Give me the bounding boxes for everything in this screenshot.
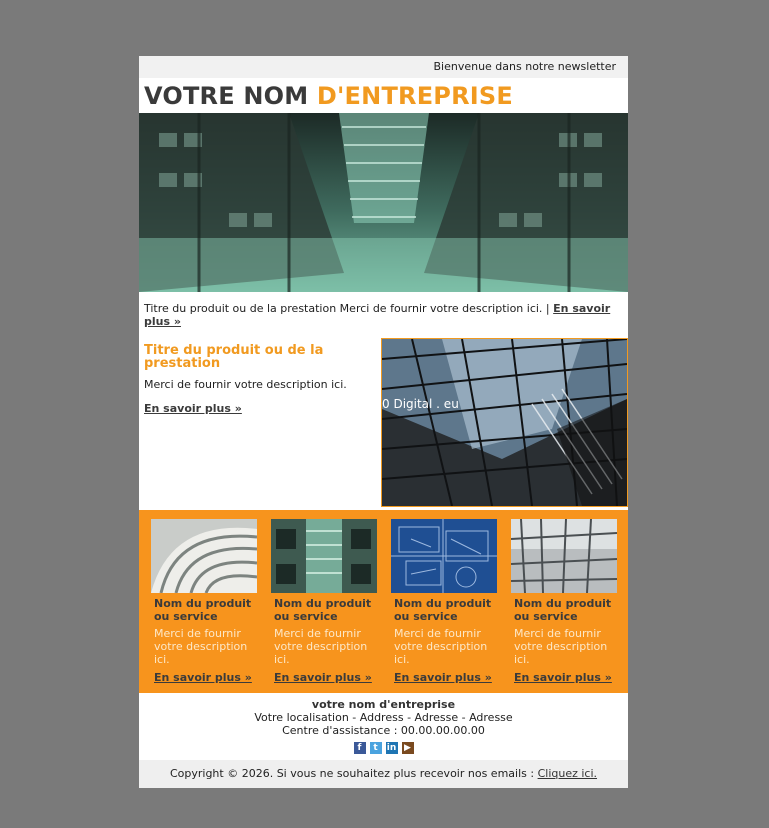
product-title-1: Nom du produit ou service [154, 597, 252, 623]
facebook-icon[interactable]: f [354, 742, 366, 754]
product-more-link-4[interactable]: En savoir plus » [514, 671, 612, 684]
product-image-1 [151, 519, 257, 593]
product-description-2: Merci de fournir votre description ici. [274, 627, 368, 666]
footer-company-name: votre nom d'entreprise [311, 698, 456, 711]
twitter-icon[interactable]: t [370, 742, 382, 754]
product-more-link-3[interactable]: En savoir plus » [394, 671, 492, 684]
welcome-bar [139, 56, 628, 78]
copyright-bar [139, 760, 628, 788]
company-logo-text [139, 78, 628, 113]
copyright-text: Copyright © 2026. Si vous ne souhaitez plus recevoir nos emails : [169, 767, 538, 780]
brand-name-part1: VOTRE NOM [144, 82, 317, 110]
product-description-3: Merci de fournir votre description ici. [394, 627, 488, 666]
footer-location: Votre localisation - Address - Adresse - Adresse [254, 711, 513, 724]
product-card-2 [271, 519, 377, 684]
youtube-icon[interactable]: ▶ [402, 742, 414, 754]
product-image-4 [511, 519, 617, 593]
unsubscribe-link[interactable]: Cliquez ici. [537, 767, 598, 780]
footer-support: Centre d'assistance : 00.00.00.00.00 [282, 724, 485, 737]
product-more-link-2[interactable]: En savoir plus » [274, 671, 372, 684]
product-image-3 [391, 519, 497, 593]
product-description-4: Merci de fournir votre description ici. [514, 627, 608, 666]
feature-more-link[interactable]: En savoir plus » [144, 402, 242, 415]
intro-paragraph [139, 292, 628, 338]
social-icons [139, 742, 628, 756]
feature-image [381, 338, 628, 507]
product-title-3: Nom du produit ou service [394, 597, 492, 623]
product-description-1: Merci de fournir votre description ici. [154, 627, 248, 666]
intro-text: Titre du produit ou de la prestation Merci de fournir votre description ici. | [144, 302, 554, 315]
feature-description: Merci de fournir votre description ici. [144, 378, 347, 391]
product-more-link-1[interactable]: En savoir plus » [154, 671, 252, 684]
feature-section [139, 338, 628, 510]
intro-more-link[interactable]: En savoir plus » [144, 302, 611, 328]
products-band [139, 510, 628, 693]
brand-name-part2: D'ENTREPRISE [316, 82, 513, 110]
linkedin-icon[interactable]: in [386, 743, 397, 753]
footer-info [139, 693, 628, 760]
product-card-4 [511, 519, 617, 684]
product-card-1 [151, 519, 257, 684]
hero-banner-image [139, 113, 628, 292]
product-title-2: Nom du produit ou service [274, 597, 372, 623]
newsletter-container [139, 56, 628, 788]
product-card-3 [391, 519, 497, 684]
welcome-text: Bienvenue dans notre newsletter [433, 60, 616, 73]
feature-text-block [144, 344, 369, 415]
feature-image-caption: 0 Digital . eu [382, 397, 459, 411]
product-title-4: Nom du produit ou service [514, 597, 612, 623]
feature-title: Titre du produit ou de la prestation [144, 343, 324, 371]
product-image-2 [271, 519, 377, 593]
